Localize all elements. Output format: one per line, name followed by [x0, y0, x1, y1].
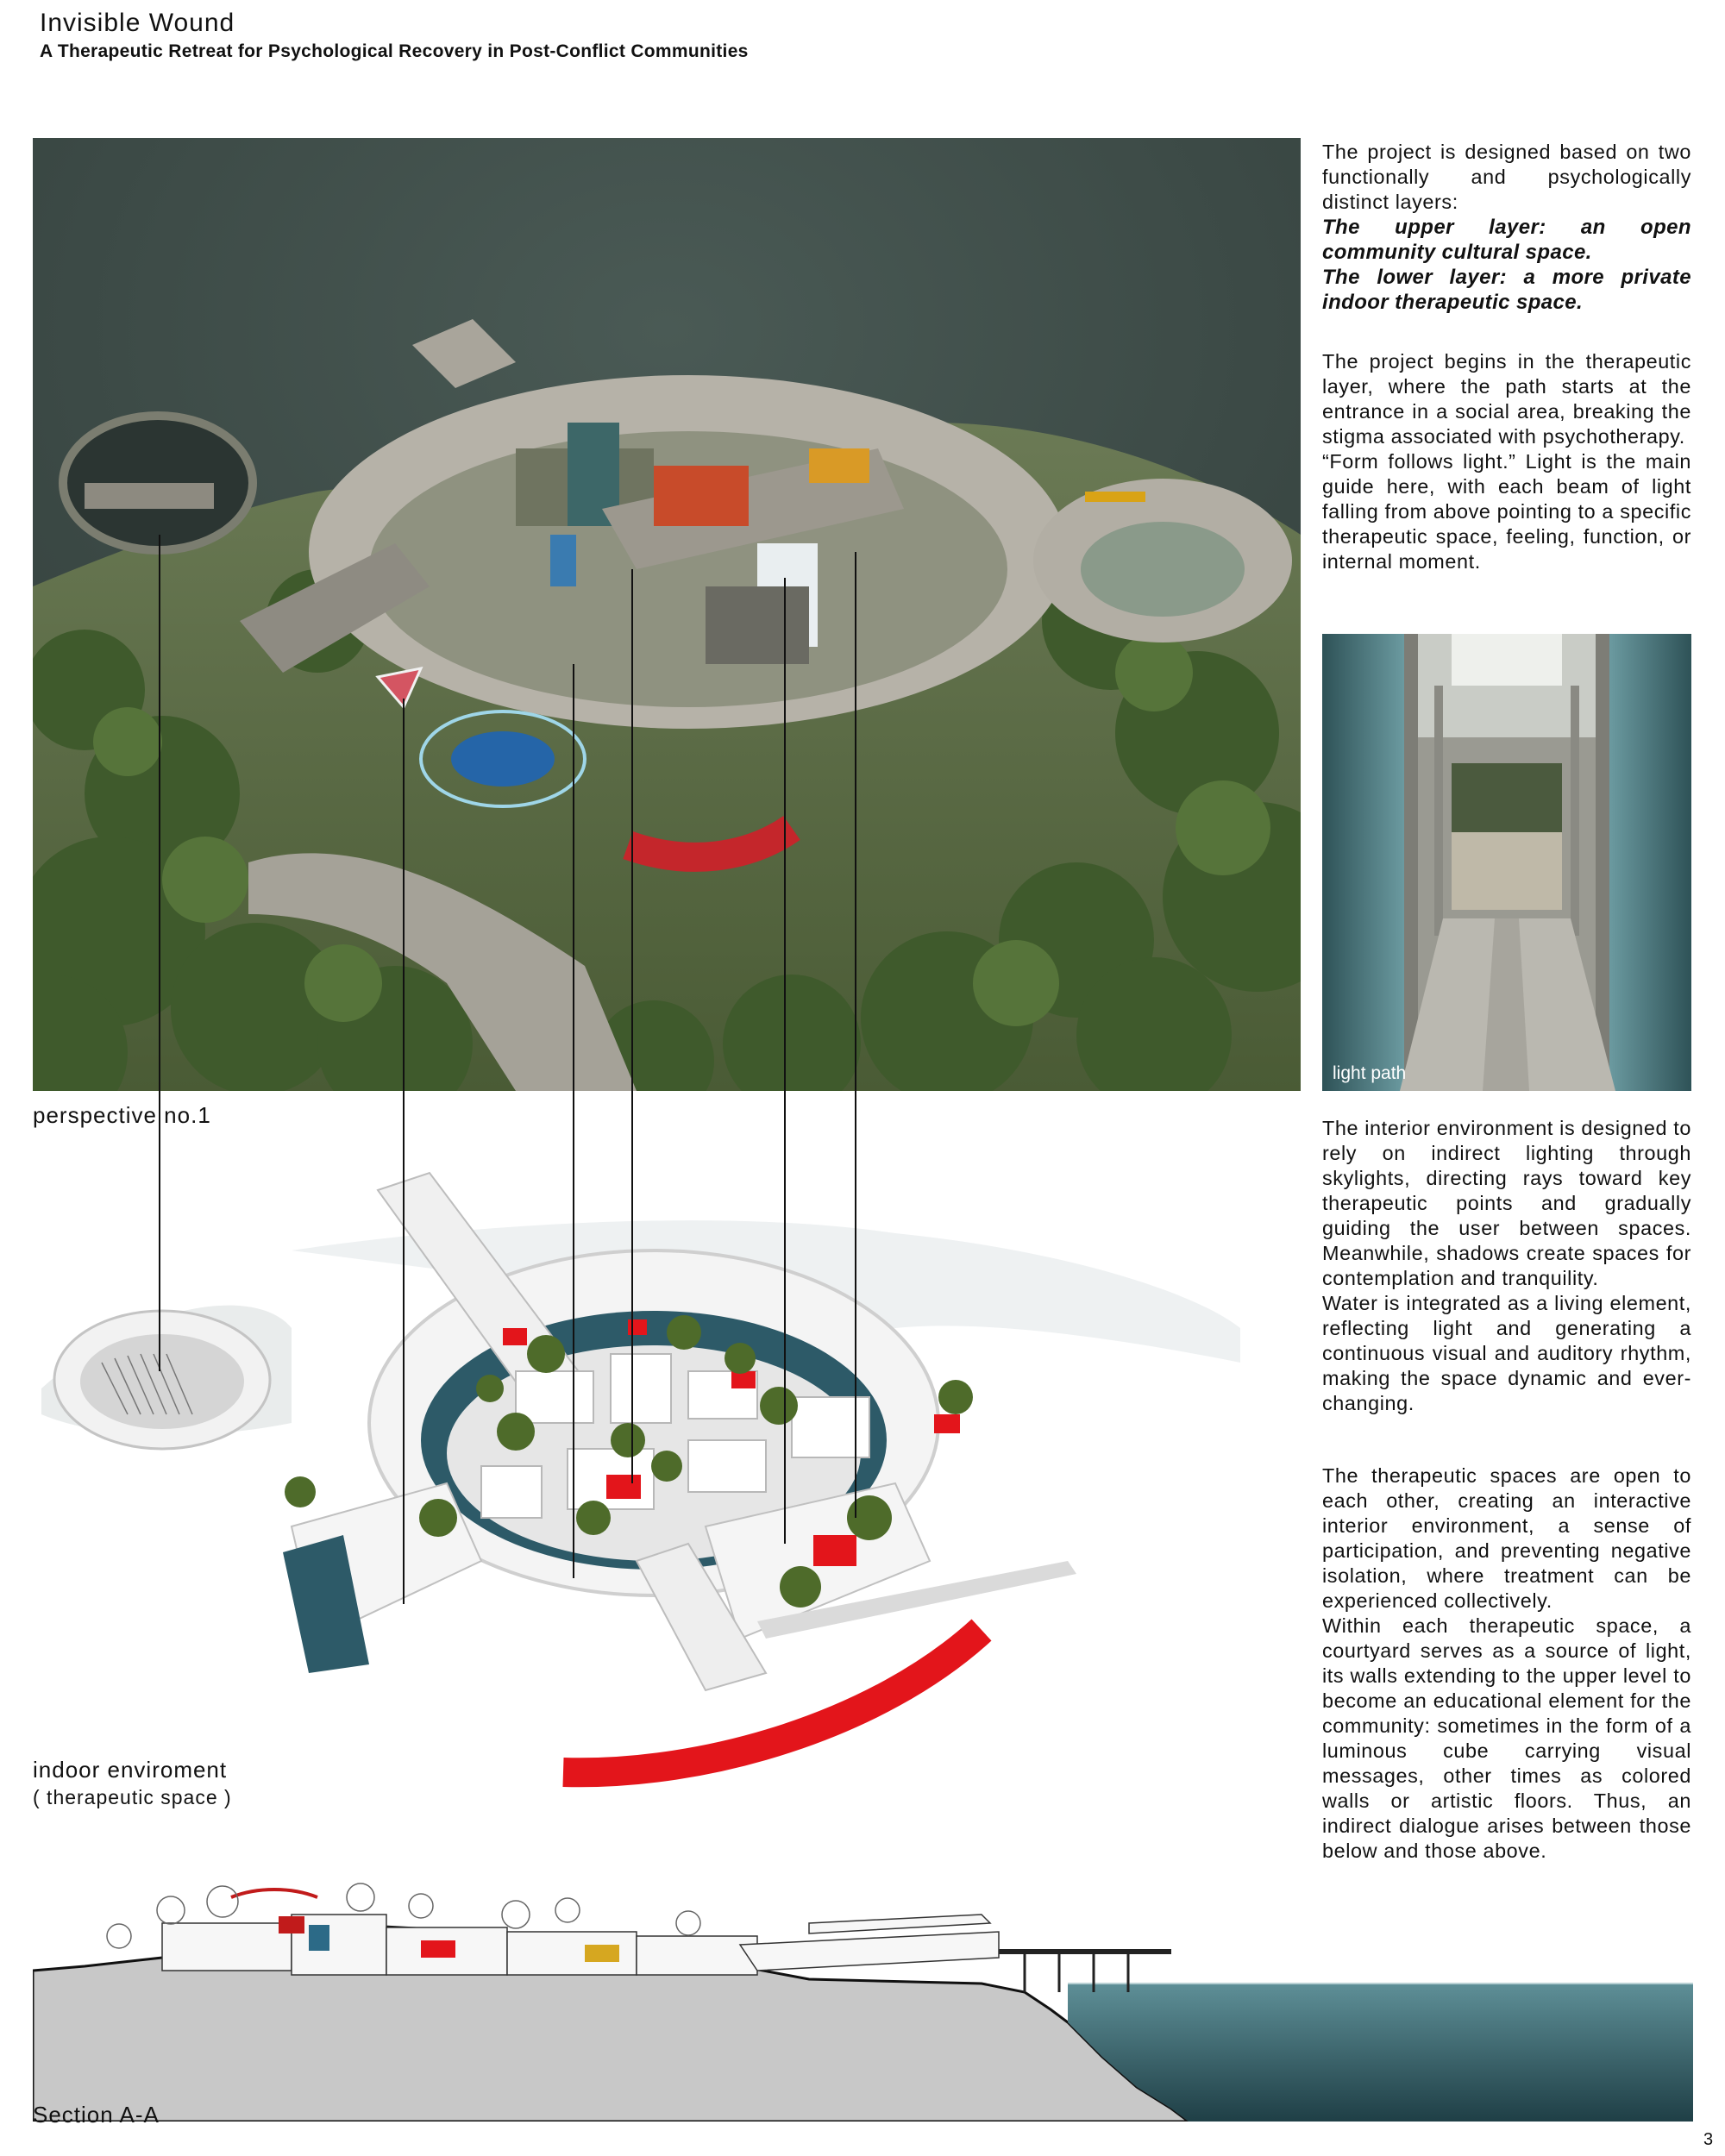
path-text-block — [1322, 349, 1691, 574]
interior-text-block — [1322, 1116, 1691, 1416]
light-path-caption: light path — [1333, 1063, 1407, 1083]
intro-text-block — [1322, 140, 1691, 315]
begins-paragraph: The project begins in the therapeutic layer, where the path starts at the entrance in a social area, breaking the stigma associated with psychotherapy. — [1322, 350, 1691, 448]
therapeutic-text-block — [1322, 1463, 1691, 1864]
lower-layer-text: The lower layer: a more private indoor therapeutic space. — [1322, 266, 1691, 314]
form-follows-light-paragraph: “Form follows light.” Light is the main guide here, with each beam of light falling from above pointing to a specific therapeutic space, feeling, function, or internal moment. — [1322, 450, 1691, 573]
water-paragraph: Water is integrated as a living element, reflecting light and generating a continuous visual and auditory rhythm, making the space dynamic and ever-changing. — [1322, 1292, 1691, 1414]
courtyard-paragraph: Within each therapeutic space, a courtyard serves as a source of light, its walls extending to the upper level to become an educational element for the community: sometimes in the form of a luminous cube carrying visual messages, other times as colored walls or artistic floors. Thus, an indirect dialogue arises between those below and those above. — [1322, 1614, 1691, 1862]
light-path-image — [1322, 634, 1691, 1091]
interior-paragraph: The interior environment is designed to rely on indirect lighting through skylights, directing rays toward key therapeutic points and gradually guiding the user between spaces. Meanwhile, shadows create spaces for contemplation and tranquility. — [1322, 1117, 1691, 1289]
section-caption: Section A-A — [33, 2102, 160, 2128]
page-number: 3 — [1703, 2130, 1714, 2149]
perspective-caption: perspective no.1 — [33, 1102, 211, 1128]
open-spaces-paragraph: The therapeutic spaces are open to each other, creating an interactive interior environment, a sense of participation, and preventing negative isolation, where treatment can be experienced collectively. — [1322, 1464, 1691, 1612]
upper-layer-text: The upper layer: an open community cultural space. — [1322, 216, 1691, 264]
indoor-subcaption: ( therapeutic space ) — [33, 1786, 232, 1808]
axonometric-image — [33, 1156, 1258, 1820]
intro-paragraph: The project is designed based on two functionally and psychologically distinct layers: — [1322, 141, 1691, 213]
page-subtitle: A Therapeutic Retreat for Psychological Recovery in Post-Conflict Communities — [40, 41, 749, 61]
page-title: Invisible Wound — [40, 9, 235, 37]
indoor-caption: indoor enviroment — [33, 1757, 228, 1783]
aerial-perspective-image — [33, 138, 1301, 1091]
section-a-a-image — [33, 1863, 1693, 2122]
